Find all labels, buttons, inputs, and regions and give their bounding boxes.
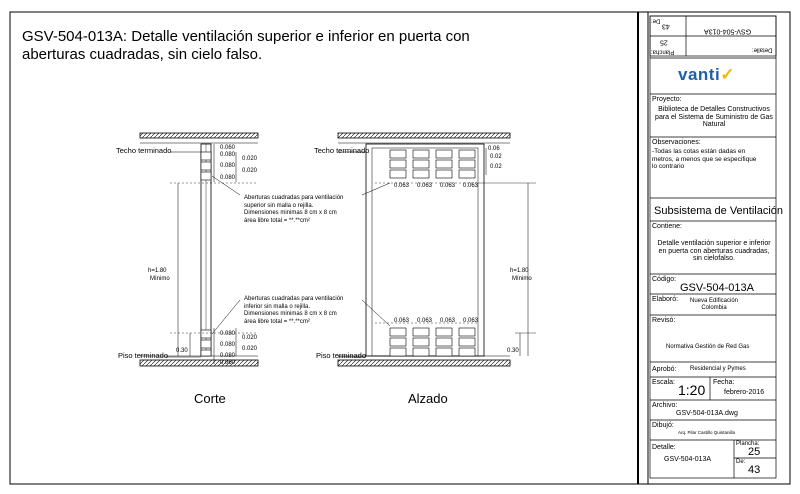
contiene-value: Detalle ventilación superior e inferior en puerta con aberturas cuadradas, sin cielofalso. [657, 240, 771, 263]
escala-label: Escala: [652, 379, 675, 386]
alzado-bottom-opening [390, 348, 406, 356]
alzado-top-dim-2: 0.02 [490, 164, 502, 170]
corte-top-dim-2: 0.020 [242, 156, 258, 162]
alzado-bottom-openings [390, 328, 475, 356]
alzado-top-opening [413, 160, 429, 168]
sheet-title: GSV-504-013A: Detalle ventilación superior e inferior en puerta con aberturas cuadradas, sin cielo falso. [22, 28, 470, 63]
plancha-label: Plancha: [736, 441, 760, 447]
alzado-bottom-opening [390, 328, 406, 336]
corte-bottom-dim-4: 0.080 [220, 353, 236, 359]
observaciones-value: -Todas las cotas están dadas en metros, a menos que se especifique lo contrario [652, 148, 757, 170]
corte-note-bottom: Aberturas cuadradas para ventilación inferior sin malla o rejilla. Dimensiones minimas 8 cm x 8 cm área libre total = **.**cm² [244, 296, 344, 325]
corte-height-note: Mínimo [150, 276, 170, 282]
corte-note-top: Aberturas cuadradas para ventilación superior sin malla o rejilla. Dimensiones minimas 8 cm x 8 cm área libre total = **.**cm² [244, 195, 344, 224]
alzado-top-opening [413, 170, 429, 178]
alzado-spacing-bottom-1: 0.063 [417, 318, 433, 324]
archivo-value: GSV-504-013A.dwg [676, 410, 738, 417]
alzado-top-opening [390, 160, 406, 168]
alzado-spacing-top-3: 0.063 [463, 183, 479, 189]
alzado-techo-label: Techo terminado [314, 146, 370, 155]
alzado-top-opening [436, 160, 452, 168]
alzado-height-dim: h=1.80 [510, 268, 529, 274]
dibujo-label: Dibujó: [652, 422, 674, 429]
upside-plancha: 25 [660, 38, 668, 46]
corte-top-dim-1: 0.080 [220, 152, 236, 158]
alzado-top-opening [459, 150, 475, 158]
upside-de-label: De: [651, 17, 661, 24]
de-label: De: [736, 459, 746, 465]
vanti-logo: vanti✓ [678, 65, 735, 84]
plancha-value: 25 [748, 446, 761, 458]
alzado-top-dim-0: 0.06 [488, 146, 500, 152]
alzado-bottom-opening [459, 348, 475, 356]
proyecto-value: Biblioteca de Detalles Constructivos para el Sistema de Suministro de Gas Natural [655, 106, 773, 129]
alzado-top-opening [459, 160, 475, 168]
alzado-spacing-top-2: 0.063 [440, 183, 456, 189]
corte-top-dim-5: 0.080 [220, 175, 236, 181]
observaciones-label: Observaciones: [652, 139, 701, 146]
alzado-bottom-opening [413, 348, 429, 356]
alzado-height-note: Mínimo [512, 276, 532, 282]
alzado-view-title: Alzado [408, 391, 448, 406]
alzado-top-opening [459, 170, 475, 178]
alzado-spacing-bottom-0: 0.063 [394, 318, 410, 324]
alzado-top-opening [436, 150, 452, 158]
alzado-top-opening [390, 150, 406, 158]
corte-bottom-dim-3: 0.020 [242, 346, 258, 352]
upside-de: 43 [662, 22, 670, 30]
dibujo-value: Arq. Pilar Castillo Quintanilla [678, 430, 736, 435]
alzado-bottom-opening [436, 328, 452, 336]
corte-top-dim-3: 0.080 [220, 163, 236, 169]
alzado-spacing-bottom-2: 0.063 [440, 318, 456, 324]
reviso-value: Normativa Gestión de Red Gas [666, 344, 750, 350]
alzado-top-opening [413, 150, 429, 158]
corte-view-title: Corte [194, 391, 226, 406]
corte-ceiling-slab [140, 133, 258, 138]
alzado-bottom-opening [390, 338, 406, 346]
codigo-label: Código: [652, 276, 677, 283]
corte-bottom-dim-0: 0.080 [220, 331, 236, 337]
alzado-top-dim-1: 0.02 [490, 154, 502, 160]
alzado-ceiling-slab [338, 133, 510, 138]
fecha-value: febrero-2016 [724, 389, 765, 396]
alzado-spacing-bottom-3: 0.063 [463, 318, 479, 324]
alzado-bottom-opening [436, 348, 452, 356]
corte-bottom-dim-1: 0.020 [242, 335, 258, 341]
elaboro-value: Nueva Edificación Colombia [689, 298, 739, 311]
corte-bottom-dim-2: 0.080 [220, 342, 236, 348]
titleblock-divider [637, 12, 639, 484]
alzado-top-opening [436, 170, 452, 178]
corte-top-dim-0: 0.060 [220, 145, 236, 151]
archivo-label: Archivo: [652, 402, 678, 409]
alzado-bottom-opening [413, 328, 429, 336]
contiene-label: Contiene: [652, 223, 682, 230]
corte-floor-slab [140, 360, 258, 366]
de-value: 43 [748, 464, 761, 476]
alzado-top-openings [390, 150, 475, 178]
logo-check-icon: ✓ [720, 65, 735, 84]
alzado-bottom-opening [436, 338, 452, 346]
aprobo-label: Aprobó: [652, 366, 677, 373]
aprobo-value: Residencial y Pymes [690, 366, 746, 372]
fecha-label: Fecha: [713, 379, 735, 386]
detalle-value: GSV-504-013A [664, 456, 712, 463]
corte-height-dim: h=1.80 [148, 268, 167, 274]
elaboro-label: Elaboró: [652, 296, 679, 303]
reviso-label: Revisó: [652, 317, 676, 324]
upside-detalle: GSV-504-013A [704, 27, 752, 35]
detalle-label: Detalle: [652, 444, 676, 451]
alzado-spacing-top-0: 0.063 [394, 183, 410, 189]
proyecto-label: Proyecto: [652, 96, 682, 103]
alzado-bottom-opening [413, 338, 429, 346]
escala-value: 1:20 [678, 382, 706, 398]
corte-top-dim-4: 0.020 [242, 168, 258, 174]
alzado-top-opening [390, 170, 406, 178]
corte-piso-label: Piso terminado [118, 351, 169, 360]
corte-floor-dim: 0.30 [176, 348, 188, 354]
alzado-bottom-opening [459, 338, 475, 346]
corte-techo-label: Techo terminado [116, 146, 172, 155]
alzado-spacing-top-1: 0.063 [417, 183, 433, 189]
alzado-view [338, 133, 536, 366]
upside-detalle-label: Detalle: [752, 46, 773, 53]
alzado-bottom-opening [459, 328, 475, 336]
upside-plancha-label: Plancha: [651, 48, 675, 55]
corte-bottom-dim-5: 0.060 [220, 360, 236, 366]
subsistema-value: Subsistema de Ventilación [654, 205, 784, 217]
alzado-floor-slab [338, 360, 510, 366]
corte-view [140, 133, 258, 366]
alzado-piso-label: Piso terminado [316, 351, 367, 360]
codigo-value: GSV-504-013A [680, 282, 754, 294]
alzado-floor-dim: 0.30 [507, 348, 519, 354]
